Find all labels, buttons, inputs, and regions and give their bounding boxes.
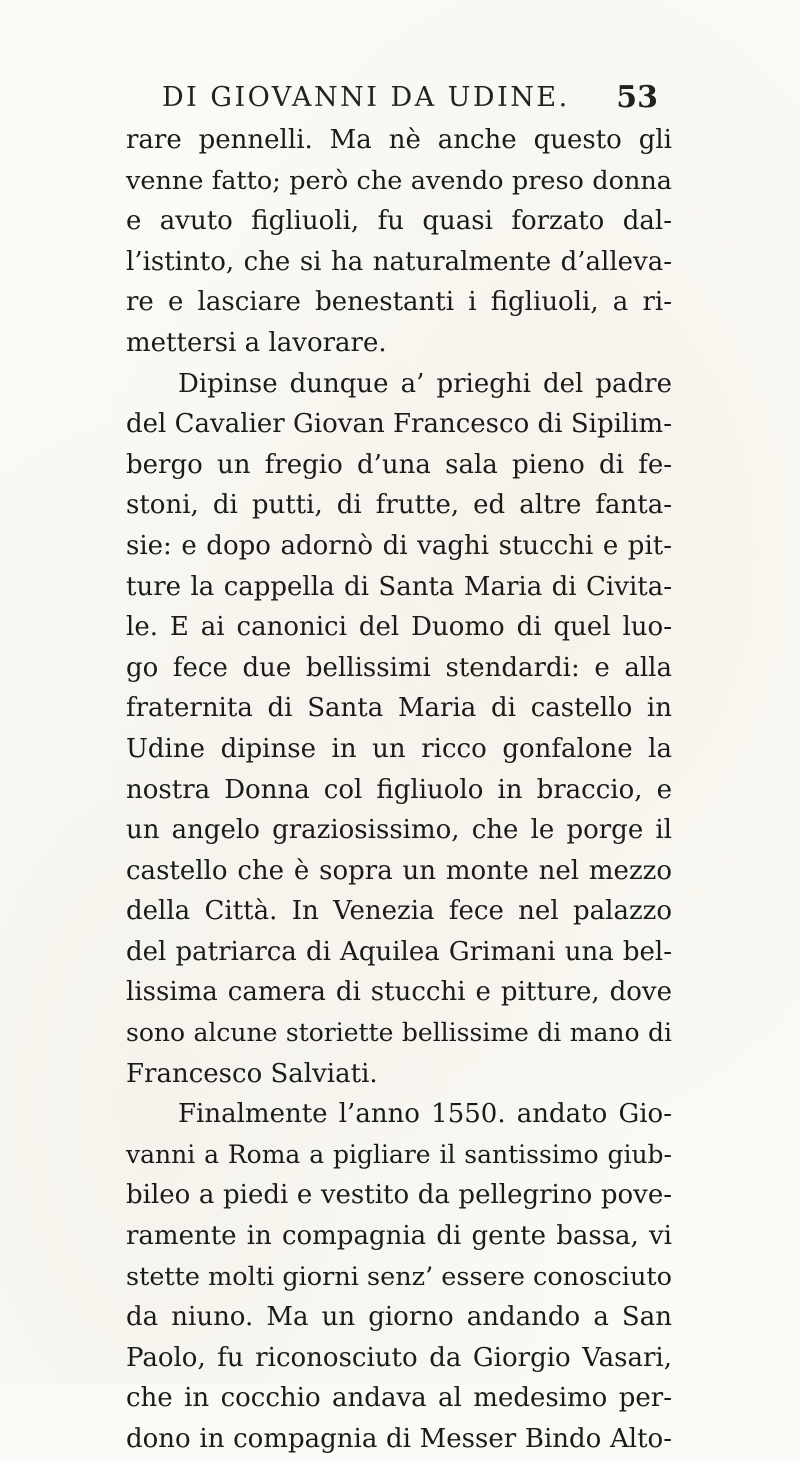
page-number: 53: [616, 80, 658, 115]
text-line: rare pennelli. Ma nè anche questo gli: [126, 125, 672, 155]
text-line: mettersi a lavorare.: [126, 327, 387, 358]
text-line: Francesco Salviati.: [126, 1058, 378, 1089]
running-head: [0, 78, 800, 118]
text-line: sie: e dopo adornò di vaghi stucchi e pit-: [126, 530, 672, 561]
text-line: le. E ai canonici del Duomo di quel luo-: [126, 612, 672, 643]
text-line: ramente in compagnia di gente bassa, vi: [126, 1221, 672, 1252]
text-line: go fece due bellissimi stendardi: e alla: [126, 652, 672, 683]
text-line: del patriarca di Aquilea Grimani una bel-: [126, 936, 672, 967]
text-line: nostra Donna col figliuolo in braccio, e: [126, 774, 672, 805]
text-line: della Città. In Venezia fece nel palazzo: [126, 896, 672, 927]
text-line: Paolo, fu riconosciuto da Giorgio Vasari,: [126, 1342, 672, 1373]
text-line: che in cocchio andava al medesimo per-: [126, 1383, 672, 1414]
text-line: stoni, di putti, di frutte, ed altre fanta-: [126, 490, 672, 521]
text-line: ture la cappella di Santa Maria di Civita-: [126, 571, 672, 602]
text-line: dono in compagnia di Messer Bindo Alto-: [126, 1424, 672, 1454]
paragraph-start-line: Dipinse dunque a’ prieghi del padre: [178, 368, 672, 399]
text-line: castello che è sopra un monte nel mezzo: [126, 855, 672, 886]
text-line: sono alcune storiette bellissime di mano di: [126, 1018, 672, 1048]
text-line: re e lasciare benestanti i figliuoli, a ri-: [126, 287, 672, 318]
text-line: stette molti giorni senz’ essere conosciuto: [126, 1261, 672, 1292]
paragraph-start-line: Finalmente l’anno 1550. andato Gio-: [178, 1099, 672, 1130]
text-line: bileo a piedi e vestito da pellegrino pove-: [126, 1180, 672, 1211]
text-line: bergo un fregio d’una sala pieno di fe-: [126, 449, 672, 480]
text-line: lissima camera di stucchi e pitture, dove: [126, 977, 672, 1008]
text-line: del Cavalier Giovan Francesco di Sipilim-: [126, 409, 672, 440]
running-title: DI GIOVANNI DA UDINE.: [162, 82, 570, 113]
text-line: fraternita di Santa Maria di castello in: [126, 693, 672, 724]
text-line: vanni a Roma a pigliare il santissimo giub-: [126, 1139, 672, 1169]
text-line: l’istinto, che si ha naturalmente d’alleva-: [126, 246, 672, 277]
text-line: venne fatto; però che avendo preso donna: [126, 165, 672, 196]
text-line: e avuto figliuoli, fu quasi forzato dal-: [126, 206, 672, 237]
text-line: da niuno. Ma un giorno andando a San: [126, 1302, 672, 1333]
text-line: un angelo graziosissimo, che le porge il: [126, 815, 672, 846]
text-line: Udine dipinse in un ricco gonfalone la: [126, 733, 672, 764]
body-text: [126, 120, 672, 1460]
